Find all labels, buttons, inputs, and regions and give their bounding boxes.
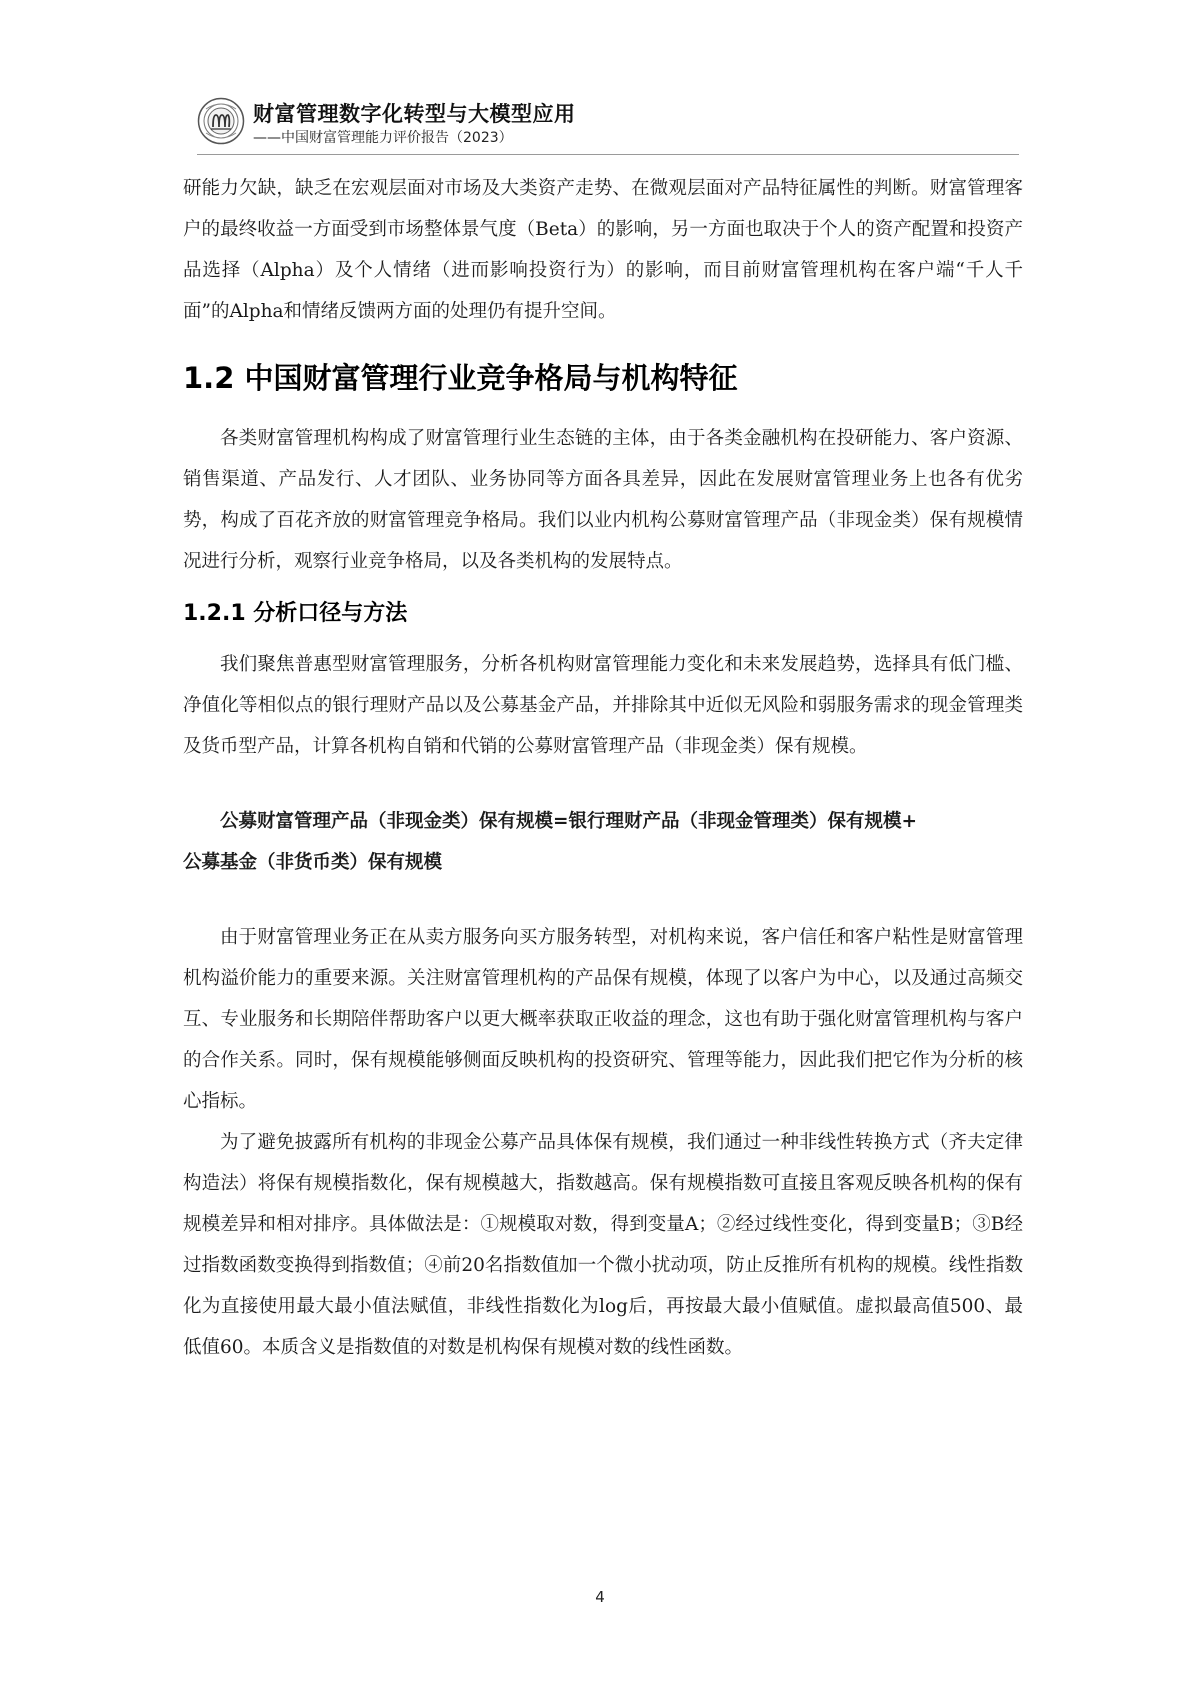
body-paragraph-2: 为了避免披露所有机构的非现金公募产品具体保有规模，我们通过一种非线性转换方式（齐夫定律构造法）将保有规模指数化，保有规模越大，指数越高。保有规模指数可直接且客观反映各机构的保有规模差异和相对排序。具体做法是：①规模取对数，得到变量A；②经过线性变化，得到变量B；③B经过指数函数变换得到指数值；④前20名指数值加一个微小扰动项，防止反推所有机构的规模。线性指数化为直接使用最大最小值法赋值，非线性指数化为log后，再按最大最小值赋值。虚拟最高值500、最低值60。本质含义是指数值的对数是机构保有规模对数的线性函数。 [183,1132,1023,1358]
section-paragraph: 各类财富管理机构构成了财富管理行业生态链的主体，由于各类金融机构在投研能力、客户资源、销售渠道、产品发行、人才团队、业务协同等方面各具差异，因此在发展财富管理业务上也各有优劣势，构成了百花齐放的财富管理竞争格局。我们以业内机构公募财富管理产品（非现金类）保有规模情况进行分析，观察行业竞争格局，以及各类机构的发展特点。 [183,428,1023,572]
formula-line-2: 公募基金（非货币类）保有规模 [183,852,443,873]
body-paragraph-1: 由于财富管理业务正在从卖方服务向买方服务转型，对机构来说，客户信任和客户粘性是财富管理机构溢价能力的重要来源。关注财富管理机构的产品保有规模，体现了以客户为中心，以及通过高频交互、专业服务和长期陪伴帮助客户以更大概率获取正收益的理念，这也有助于强化财富管理机构与客户的合作关系。同时，保有规模能够侧面反映机构的投资研究、管理等能力，因此我们把它作为分析的核心指标。 [183,927,1023,1112]
formula-line-1: 公募财富管理产品（非现金类）保有规模=银行理财产品（非现金管理类）保有规模+ [220,811,918,832]
section-heading: 1.2 中国财富管理行业竞争格局与机构特征 [183,361,738,395]
page-header [197,91,1019,155]
subsection-heading: 1.2.1 分析口径与方法 [183,601,408,626]
subsection-paragraph: 我们聚焦普惠型财富管理服务，分析各机构财富管理能力变化和未来发展趋势，选择具有低门槛、净值化等相似点的银行理财产品以及公募基金产品，并排除其中近似无风险和弱服务需求的现金管理类及货币型产品，计算各机构自销和代销的公募财富管理产品（非现金类）保有规模。 [183,654,1023,757]
header-title: 财富管理数字化转型与大模型应用 [253,101,576,126]
intro-paragraph: 研能力欠缺，缺乏在宏观层面对市场及大类资产走势、在微观层面对产品特征属性的判断。财富管理客户的最终收益一方面受到市场整体景气度（Beta）的影响，另一方面也取决于个人的资产配置和投资产品选择（Alpha）及个人情绪（进而影响投资行为）的影响，而目前财富管理机构在客户端“千人千面”的Alpha和情绪反馈两方面的处理仍有提升空间。 [183,178,1023,322]
page-number: 4 [595,1588,605,1606]
header-subtitle: ——中国财富管理能力评价报告（2023） [253,130,513,146]
header-divider [197,154,1019,155]
institution-seal-logo [197,97,245,145]
page-body [183,168,1023,1368]
logo-icon [197,97,245,145]
formula-block [183,801,1023,883]
